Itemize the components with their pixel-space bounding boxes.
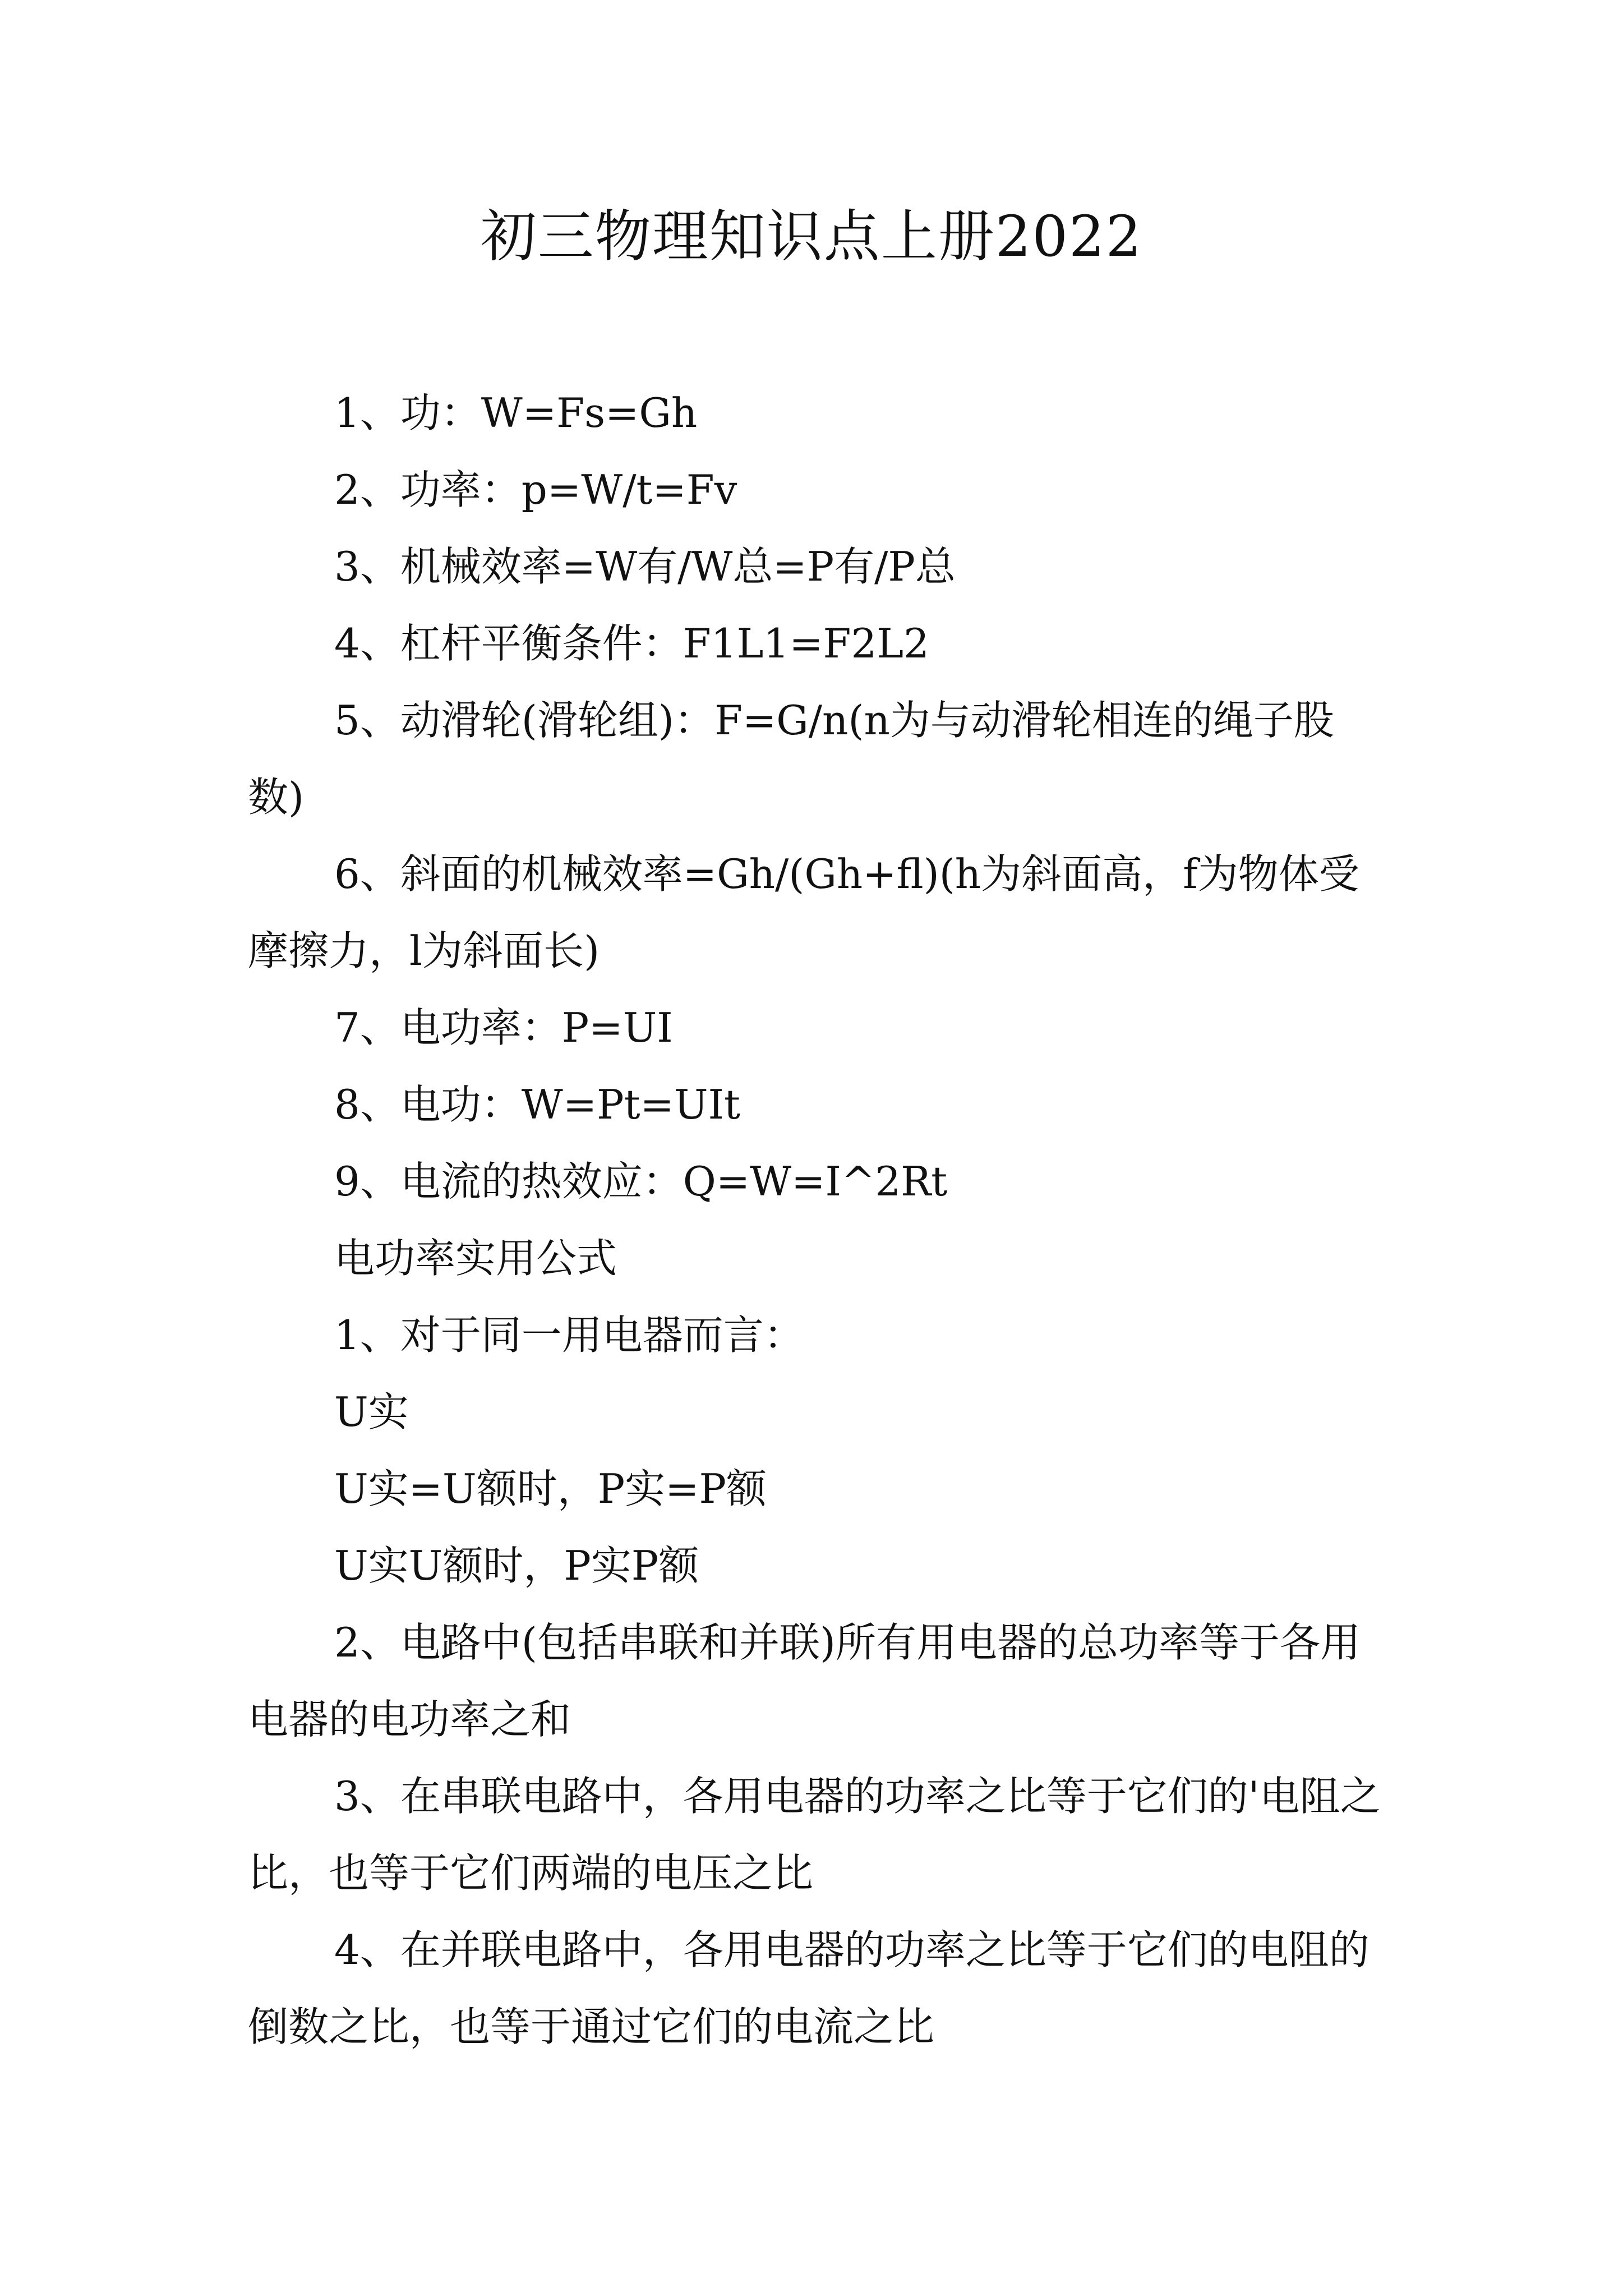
paragraph: U实 [334, 1388, 409, 1435]
document-body [248, 375, 1386, 2065]
paragraph: 4、在并联电路中，各用电器的功率之比等于它们的电阻的倒数之比，也等于通过它们的电流之比 [248, 1926, 1370, 2050]
paragraph: 1、功：W=Fs=Gh [334, 389, 698, 436]
paragraph: 4、杠杆平衡条件：F1L1=F2L2 [334, 620, 929, 667]
paragraph: 7、电功率：P=UI [334, 1004, 673, 1051]
paragraph: U实=U额时，P实=P额 [334, 1465, 767, 1512]
paragraph: 2、电路中(包括串联和并联)所有用电器的总功率等于各用电器的电功率之和 [248, 1619, 1361, 1743]
section-heading: 电功率实用公式 [334, 1235, 617, 1282]
paragraph: 2、功率：p=W/t=Fv [334, 466, 737, 513]
paragraph: 3、在串联电路中，各用电器的功率之比等于它们的'电阻之比，也等于它们两端的电压之比 [248, 1773, 1381, 1897]
document-title: 初三物理知识点上册2022 [480, 204, 1143, 269]
paragraph: 8、电功：W=Pt=UIt [334, 1081, 740, 1128]
paragraph: U实U额时，P实P额 [334, 1542, 699, 1589]
paragraph: 9、电流的热效应：Q=W=I^2Rt [334, 1158, 948, 1205]
paragraph: 1、对于同一用电器而言： [334, 1312, 804, 1359]
paragraph: 3、机械效率=W有/W总=P有/P总 [334, 543, 956, 590]
paragraph: 5、动滑轮(滑轮组)：F=G/n(n为与动滑轮相连的绳子股数) [248, 697, 1334, 821]
paragraph: 6、斜面的机械效率=Gh/(Gh+fl)(h为斜面高，f为物体受摩擦力，l为斜面长) [248, 850, 1359, 974]
